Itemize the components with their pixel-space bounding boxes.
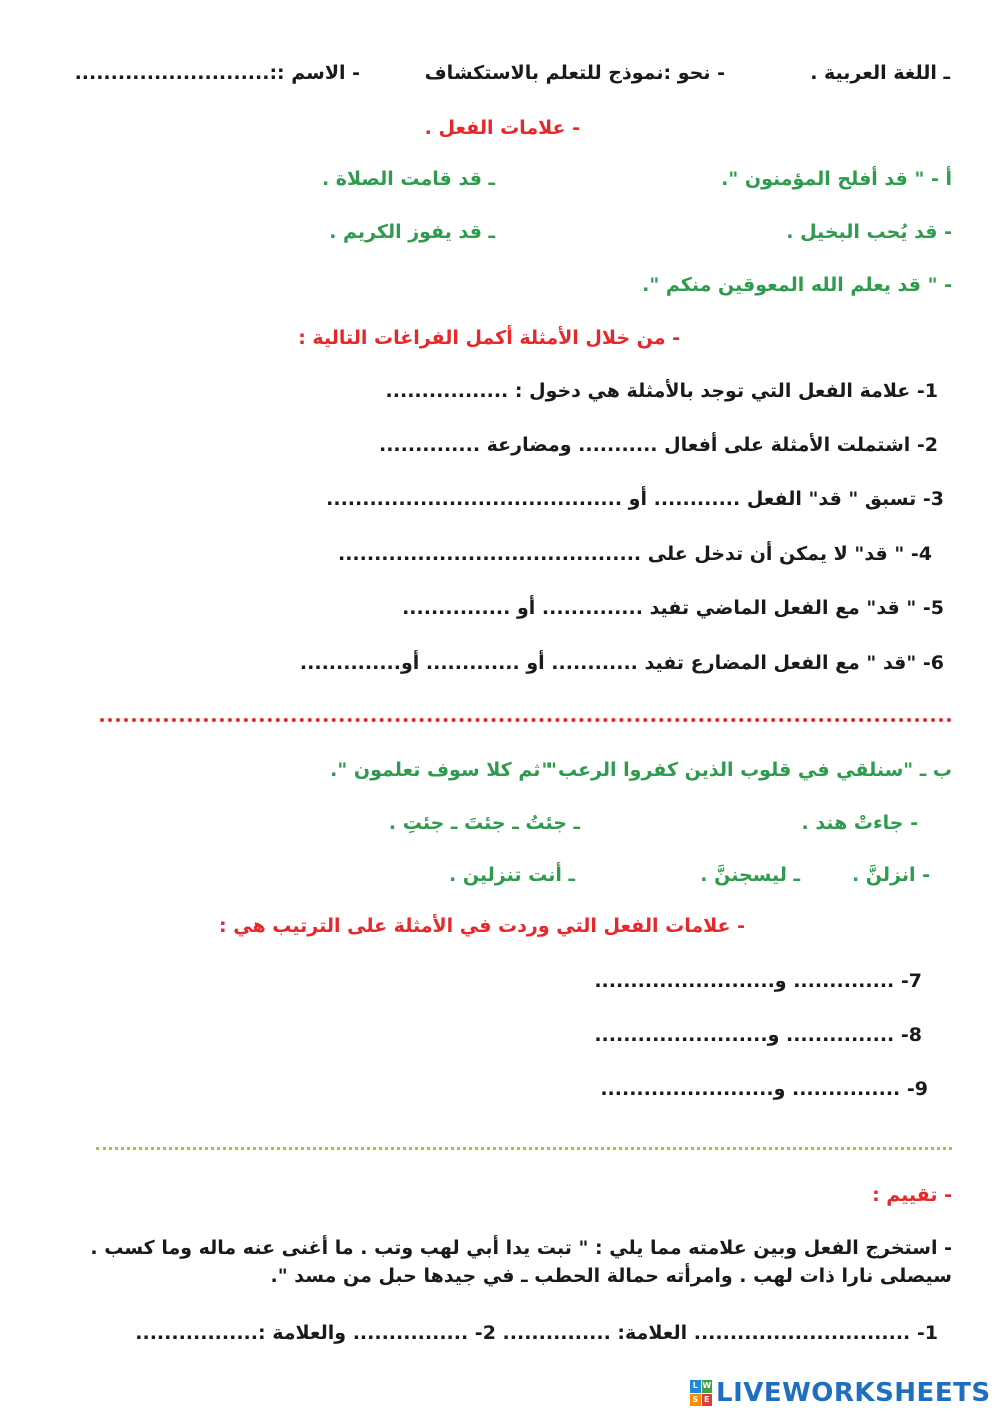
example-a-2: ـ قد قامت الصلاة . (321, 168, 495, 190)
liveworksheets-logo (690, 1376, 996, 1410)
example-a-5: - " قد يعلم الله المعوقين منكم ". (642, 274, 952, 296)
evaluation-text: - استخرج الفعل وبين علامته مما يلي : " تبت يدا أبي لهب وتب . ما أغنى عنه ماله وما كسب . سيصلى نارا ذات لهب . وامرأته حمالة الحطب ـ في جيدها حبل من مسد ". (90, 1237, 952, 1287)
example-a-3: - قد يُحب البخيل . (786, 221, 952, 243)
question-8[interactable]: 8- ............... و........................ (594, 1024, 922, 1046)
question-5[interactable]: 5- " قد" مع الفعل الماضي تفيد .............. أو ............... (402, 597, 944, 619)
question-7[interactable]: 7- .............. و......................... (594, 970, 922, 992)
evaluation-answer[interactable]: 1- .............................. العلامة: ............... 2- ................ والعلامة :................. (135, 1322, 938, 1344)
name-field[interactable]: - الاسم ::........................... (74, 62, 360, 84)
example-b-4: ـ جئتُ ـ جئتَ ـ جئتِ . (388, 812, 580, 834)
example-b-1: ب ـ "سنلقي في قلوب الذين كفروا الرعب " (541, 759, 952, 781)
logo-icon: L W S E (690, 1380, 712, 1406)
evaluation-title: - تقييم : (872, 1184, 952, 1206)
example-b-5: - انزلنَّ . (851, 864, 930, 886)
example-a-4: ـ قد يفوز الكريم . (329, 221, 495, 243)
question-2[interactable]: 2- اشتملت الأمثلة على أفعال ........... ومضارعة .............. (378, 434, 938, 456)
subject-label: ـ اللغة العربية . (810, 62, 950, 84)
green-divider (96, 1147, 952, 1150)
question-9[interactable]: 9- ............... و........................ (600, 1078, 928, 1100)
instruction-a: - من خلال الأمثلة أكمل الفراغات التالية : (298, 327, 680, 349)
logo-text: LIVEWORKSHEETS (716, 1378, 991, 1408)
example-b-6: ـ ليسجننَّ . (700, 864, 800, 886)
red-divider (100, 718, 952, 722)
question-3[interactable]: 3- تسبق " قد" الفعل ............ أو ......................................... (326, 488, 944, 510)
question-1[interactable]: 1- علامة الفعل التي توجد بالأمثلة هي دخول : ................. (385, 380, 938, 402)
question-6[interactable]: 6- "قد " مع الفعل المضارع تفيد ............ أو ............. أو.............. (299, 652, 944, 674)
lesson-title: - نحو :نموذج للتعلم بالاستكشاف (424, 62, 725, 84)
section-title: - علامات الفعل . (424, 117, 580, 139)
example-b-7: ـ أنت تنزلين . (448, 864, 575, 886)
example-b-3: - جاءتْ هند . (801, 812, 918, 834)
instruction-b: - علامات الفعل التي وردت في الأمثلة على الترتيب هي : (219, 915, 745, 937)
example-a-1: أ - " قد أفلح المؤمنون ". (721, 168, 952, 190)
question-4[interactable]: 4- " قد" لا يمكن أن تدخل على .......................................... (337, 543, 932, 565)
example-b-2: ـ " ثم كلا سوف تعلمون ". (330, 759, 570, 781)
